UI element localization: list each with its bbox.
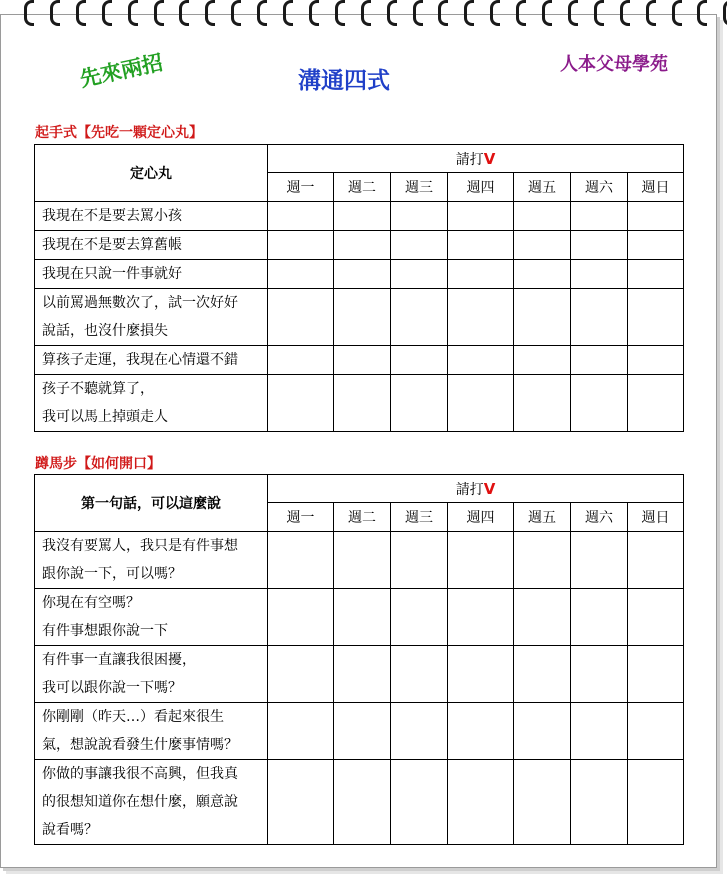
check-cell[interactable] [514, 231, 571, 260]
row-label-line: 有件事想跟你說一下 [42, 623, 168, 639]
check-mark-symbol: V [483, 149, 496, 168]
brand-name: 人本父母學苑 [560, 54, 668, 75]
check-cell[interactable] [334, 346, 391, 375]
check-cell[interactable] [448, 703, 514, 760]
check-cell[interactable] [514, 760, 571, 845]
binding-ring [464, 0, 474, 26]
day-header: 週六 [571, 503, 628, 532]
row-label-line: 我沒有要罵人，我只是有件事想 [42, 538, 238, 554]
check-cell[interactable] [571, 346, 628, 375]
check-cell[interactable] [628, 346, 684, 375]
check-cell[interactable] [334, 589, 391, 646]
check-cell[interactable] [268, 375, 334, 432]
table-row [35, 532, 684, 589]
binding-ring [568, 0, 578, 26]
binding-ring [361, 0, 371, 26]
check-cell[interactable] [391, 375, 448, 432]
check-cell[interactable] [448, 760, 514, 845]
day-header: 週三 [391, 503, 448, 532]
check-cell[interactable] [448, 646, 514, 703]
check-cell[interactable] [571, 703, 628, 760]
check-cell[interactable] [268, 646, 334, 703]
check-cell[interactable] [268, 202, 334, 231]
check-cell[interactable] [391, 346, 448, 375]
binding-ring [646, 0, 656, 26]
row-label-line: 以前罵過無數次了，試一次好好 [42, 295, 238, 311]
check-cell[interactable] [268, 346, 334, 375]
check-cell[interactable] [571, 760, 628, 845]
row-label [35, 231, 268, 260]
row-label [35, 532, 268, 589]
binding-ring [283, 0, 293, 26]
binding-ring [594, 0, 604, 26]
check-cell[interactable] [628, 260, 684, 289]
check-cell[interactable] [268, 589, 334, 646]
row-label-line: 孩子不聽就算了， [42, 381, 154, 397]
check-cell[interactable] [448, 289, 514, 346]
page-title: 溝通四式 [298, 68, 390, 94]
check-cell[interactable] [448, 202, 514, 231]
day-header: 週二 [334, 173, 391, 202]
binding-ring [24, 0, 34, 26]
day-header: 週五 [514, 173, 571, 202]
row-label-line: 氣，想說說看發生什麼事情嗎？ [42, 737, 238, 753]
check-cell[interactable] [391, 532, 448, 589]
check-cell[interactable] [268, 703, 334, 760]
check-cell[interactable] [514, 646, 571, 703]
check-cell[interactable] [514, 532, 571, 589]
binding-ring [723, 0, 727, 26]
check-cell[interactable] [571, 375, 628, 432]
check-cell[interactable] [448, 260, 514, 289]
check-cell[interactable] [514, 346, 571, 375]
check-cell[interactable] [514, 289, 571, 346]
row-label-line: 你現在有空嗎？ [42, 595, 140, 611]
row-label-line: 有件事一直讓我很困擾， [42, 652, 196, 668]
row-label [35, 375, 268, 432]
row-label [35, 703, 268, 760]
section1-label: 起手式【先吃一顆定心丸】 [35, 125, 203, 141]
table-row [35, 703, 684, 760]
check-cell[interactable] [628, 532, 684, 589]
table-row [35, 760, 684, 845]
binding-ring [438, 0, 448, 26]
check-cell[interactable] [334, 231, 391, 260]
check-cell[interactable] [334, 703, 391, 760]
check-cell[interactable] [448, 375, 514, 432]
day-header: 週二 [334, 503, 391, 532]
binding-ring [697, 0, 707, 26]
check-cell[interactable] [628, 231, 684, 260]
day-header: 週一 [268, 503, 334, 532]
row-label [35, 202, 268, 231]
row-label-line: 你剛剛（昨天…）看起來很生 [42, 709, 224, 725]
check-cell[interactable] [268, 532, 334, 589]
binding-ring [76, 0, 86, 26]
row-label-line: 我可以跟你說一下嗎？ [42, 680, 182, 696]
check-cell[interactable] [268, 289, 334, 346]
table-row [35, 202, 684, 231]
section2-label: 蹲馬步【如何開口】 [35, 456, 161, 472]
spiral-binding [0, 0, 727, 30]
day-header: 週三 [391, 173, 448, 202]
binding-ring [309, 0, 319, 26]
binding-ring [50, 0, 60, 26]
checklist-table-2 [34, 474, 684, 845]
check-instruction [268, 145, 684, 173]
check-cell[interactable] [514, 589, 571, 646]
binding-ring [205, 0, 215, 26]
table-row [35, 260, 684, 289]
check-instruction-label: 請打 [455, 481, 484, 498]
day-header: 週四 [448, 173, 514, 202]
check-cell[interactable] [334, 532, 391, 589]
binding-ring [387, 0, 397, 26]
checklist-table-1 [34, 144, 684, 432]
check-cell[interactable] [628, 760, 684, 845]
check-cell[interactable] [628, 202, 684, 231]
binding-ring [179, 0, 189, 26]
check-cell[interactable] [628, 375, 684, 432]
table-title: 第一句話，可以這麼說 [35, 475, 268, 532]
check-cell[interactable] [391, 703, 448, 760]
binding-ring [490, 0, 500, 26]
row-label-line: 算孩子走運，我現在心情還不錯 [42, 352, 238, 368]
check-cell[interactable] [334, 202, 391, 231]
row-label-line: 的很想知道你在想什麼，願意說 [42, 794, 238, 810]
table-row [35, 589, 684, 646]
check-cell[interactable] [514, 375, 571, 432]
check-cell[interactable] [391, 231, 448, 260]
check-cell[interactable] [268, 760, 334, 845]
check-cell[interactable] [448, 231, 514, 260]
binding-ring [154, 0, 164, 26]
check-cell[interactable] [391, 260, 448, 289]
check-cell[interactable] [571, 260, 628, 289]
check-cell[interactable] [628, 703, 684, 760]
check-cell[interactable] [391, 202, 448, 231]
check-cell[interactable] [334, 646, 391, 703]
check-cell[interactable] [391, 646, 448, 703]
binding-ring [516, 0, 526, 26]
row-label-line: 我現在不是要去算舊帳 [42, 237, 182, 253]
row-label-line: 說看嗎？ [42, 822, 98, 838]
table-row [35, 231, 684, 260]
day-header: 週一 [268, 173, 334, 202]
row-label [35, 289, 268, 346]
check-cell[interactable] [628, 646, 684, 703]
row-label [35, 260, 268, 289]
check-cell[interactable] [334, 289, 391, 346]
day-header: 週日 [628, 503, 684, 532]
check-cell[interactable] [268, 231, 334, 260]
check-cell[interactable] [391, 289, 448, 346]
check-cell[interactable] [514, 703, 571, 760]
check-cell[interactable] [334, 375, 391, 432]
day-header: 週四 [448, 503, 514, 532]
table-row [35, 646, 684, 703]
row-label-line: 我現在不是要去罵小孩 [42, 208, 182, 224]
table-title: 定心丸 [35, 145, 268, 202]
check-cell[interactable] [571, 231, 628, 260]
binding-ring [542, 0, 552, 26]
check-mark-symbol: V [483, 479, 496, 498]
binding-ring [102, 0, 112, 26]
stamp-label: 先來兩招 [77, 50, 165, 92]
check-cell[interactable] [571, 202, 628, 231]
check-cell[interactable] [571, 589, 628, 646]
row-label [35, 589, 268, 646]
row-label-line: 你做的事讓我很不高興，但我真 [42, 766, 238, 782]
check-cell[interactable] [571, 646, 628, 703]
table-row [35, 289, 684, 346]
check-cell[interactable] [571, 532, 628, 589]
binding-ring [257, 0, 267, 26]
check-cell[interactable] [448, 346, 514, 375]
binding-ring [620, 0, 630, 26]
binding-ring [335, 0, 345, 26]
check-instruction [268, 475, 684, 503]
check-cell[interactable] [628, 589, 684, 646]
row-label [35, 760, 268, 845]
check-cell[interactable] [514, 260, 571, 289]
row-label-line: 我現在只說一件事就好 [42, 266, 182, 282]
check-cell[interactable] [628, 289, 684, 346]
row-label-line: 跟你說一下，可以嗎？ [42, 566, 182, 582]
binding-ring [672, 0, 682, 26]
check-instruction-label: 請打 [455, 151, 484, 168]
check-cell[interactable] [448, 589, 514, 646]
binding-ring [413, 0, 423, 26]
day-header: 週日 [628, 173, 684, 202]
check-cell[interactable] [268, 260, 334, 289]
check-cell[interactable] [391, 760, 448, 845]
day-header: 週五 [514, 503, 571, 532]
binding-ring [231, 0, 241, 26]
check-cell[interactable] [514, 202, 571, 231]
table-row [35, 375, 684, 432]
check-cell[interactable] [391, 589, 448, 646]
check-cell[interactable] [448, 532, 514, 589]
binding-ring [128, 0, 138, 26]
row-label-line: 我可以馬上掉頭走人 [42, 409, 168, 425]
row-label [35, 646, 268, 703]
row-label [35, 346, 268, 375]
day-header: 週六 [571, 173, 628, 202]
row-label-line: 說話，也沒什麼損失 [42, 323, 168, 339]
check-cell[interactable] [571, 289, 628, 346]
table-row [35, 346, 684, 375]
check-cell[interactable] [334, 760, 391, 845]
check-cell[interactable] [334, 260, 391, 289]
